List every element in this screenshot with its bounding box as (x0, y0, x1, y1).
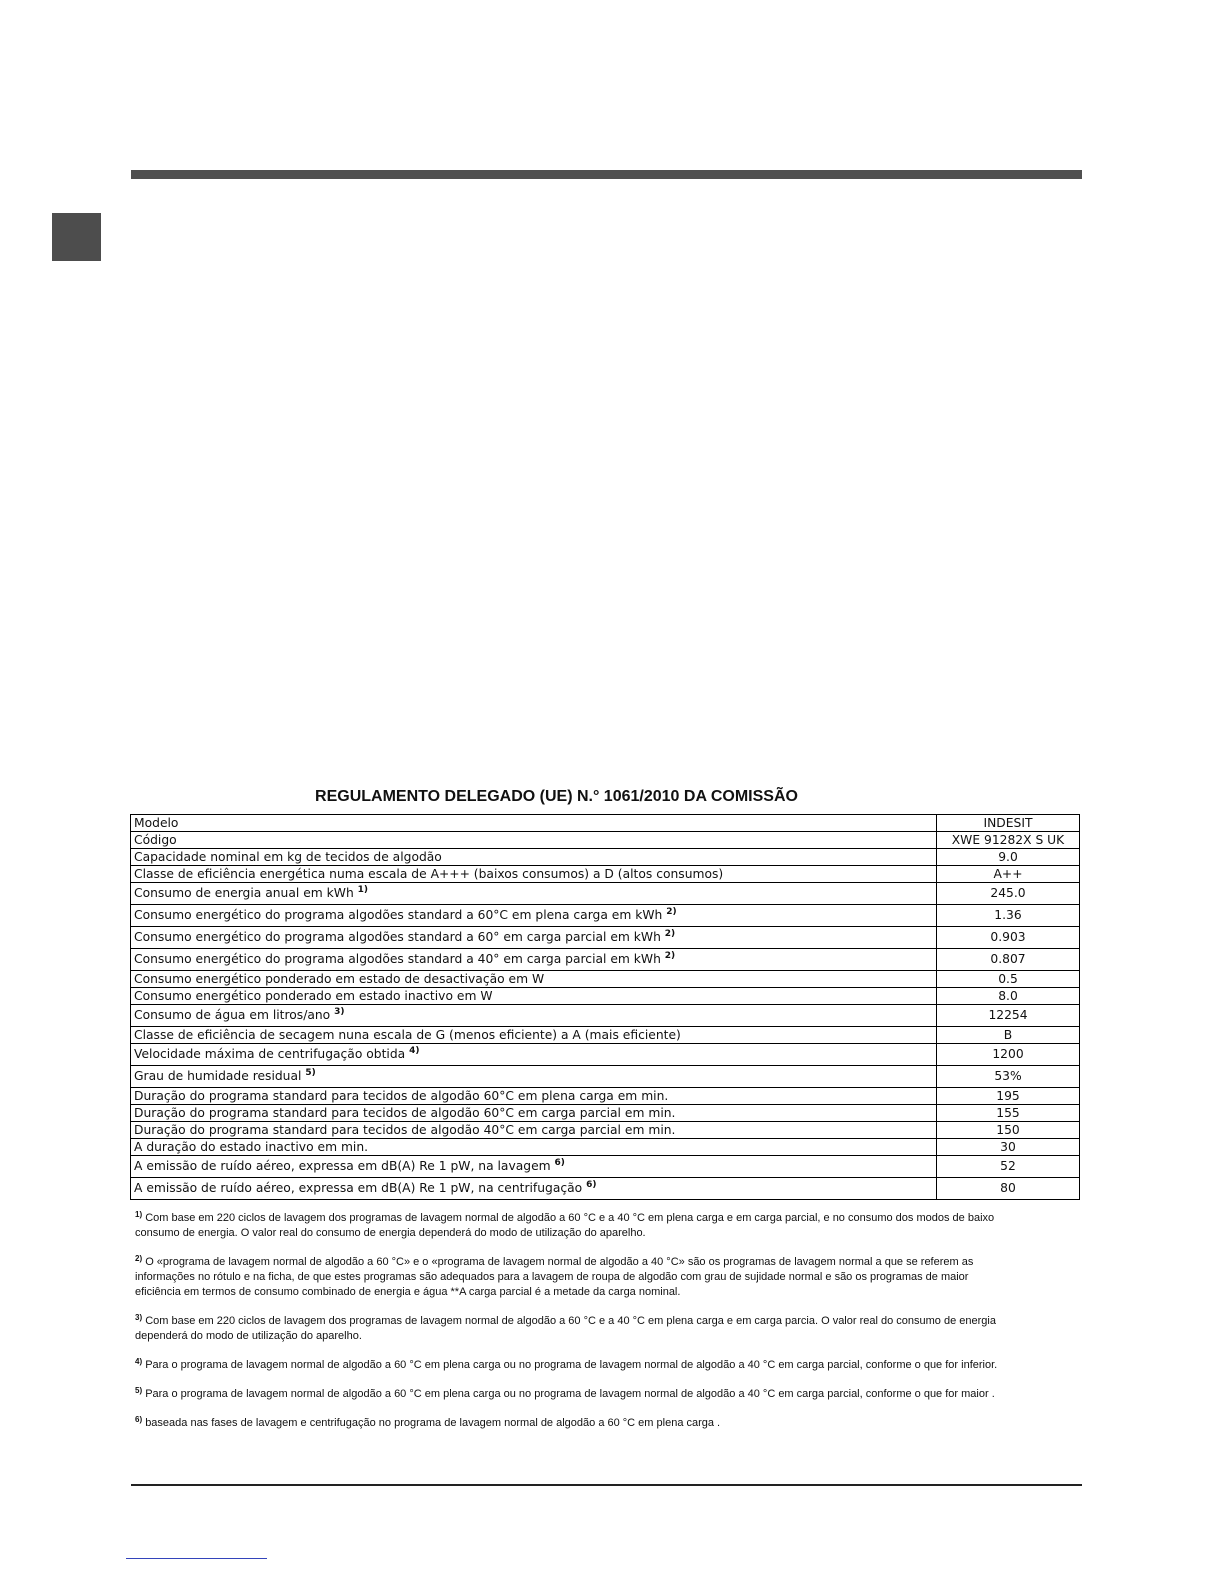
table-row (131, 866, 1080, 883)
footnote-text: Com base em 220 ciclos de lavagem dos programas de lavagem normal de algodão a 60 °C e a 40 °C em plena carga e em carga parcia. O valor real do consumo de energia (145, 1315, 996, 1327)
footnote-ref: 4) (409, 1046, 420, 1056)
row-label-text: Classe de eficiência de secagem nuna escala de G (menos eficiente) a A (mais eficiente) (134, 1028, 681, 1042)
row-label-text: Consumo energético do programa algodões standard a 40° em carga parcial em kWh (134, 952, 661, 966)
row-label (131, 832, 937, 849)
table-row (131, 1122, 1080, 1139)
table-row (131, 1178, 1080, 1200)
row-label-text: Código (134, 833, 177, 847)
footnote-ref: 1) (357, 885, 369, 895)
row-label-text: Grau de humidade residual (134, 1069, 302, 1083)
table-row (131, 1027, 1080, 1044)
footnote-text: eficiência em termos de consumo combinado de energia e água **A carga parcial é a metade da carga nominal. (135, 1286, 681, 1298)
footnote-ref: 2) (666, 907, 677, 917)
row-label (131, 1105, 937, 1122)
footnote-text: informações no rótulo e na ficha, de que estes programas são adequados para a lavagem de roupa de algodão com grau de sujidade normal e são os programas de maior (135, 1271, 969, 1283)
row-value: 245.0 (937, 883, 1080, 905)
row-value: 53% (937, 1066, 1080, 1088)
row-label (131, 1122, 937, 1139)
footnotes (135, 1211, 1070, 1445)
row-label (131, 971, 937, 988)
row-value: B (937, 1027, 1080, 1044)
table-row (131, 971, 1080, 988)
row-value: 1200 (937, 1044, 1080, 1066)
row-label (131, 949, 937, 971)
table-row (131, 988, 1080, 1005)
table-row (131, 832, 1080, 849)
row-label-text: A emissão de ruído aéreo, expressa em dB(A) Re 1 pW, na centrifugação (134, 1181, 583, 1195)
row-label-text: A emissão de ruído aéreo, expressa em dB(A) Re 1 pW, na lavagem (134, 1159, 551, 1173)
row-label (131, 988, 937, 1005)
row-value: 30 (937, 1139, 1080, 1156)
footnote-mark: 2) (135, 1254, 143, 1263)
link-underline (126, 1558, 267, 1559)
regulation-title: REGULAMENTO DELEGADO (UE) N.° 1061/2010 DA COMISSÃO (315, 788, 798, 805)
row-label (131, 905, 937, 927)
table-row (131, 1088, 1080, 1105)
footnote-text: O «programa de lavagem normal de algodão a 60 °C» e o «programa de lavagem normal de algodão a 40 °C» são os programas de lavagem normal a que se referem as (145, 1256, 974, 1268)
energy-data-table-body (131, 815, 1080, 1200)
footnote-mark: 5) (135, 1386, 143, 1395)
table-row (131, 1105, 1080, 1122)
row-value: 150 (937, 1122, 1080, 1139)
row-label (131, 1178, 937, 1200)
row-label-text: Consumo energético do programa algodões standard a 60° em carga parcial em kWh (134, 930, 661, 944)
footnote (135, 1255, 1070, 1300)
row-value: 195 (937, 1088, 1080, 1105)
row-value: 52 (937, 1156, 1080, 1178)
footnote-text: consumo de energia. O valor real do consumo de energia dependerá do modo de utilização do aparelho. (135, 1227, 646, 1239)
row-label (131, 1088, 937, 1105)
footnote (135, 1314, 1070, 1344)
row-value: 8.0 (937, 988, 1080, 1005)
footnote-text: Para o programa de lavagem normal de algodão a 60 °C em plena carga ou no programa de lavagem normal de algodão a 40 °C em carga parcial, conforme o que for maior . (145, 1388, 995, 1400)
footnote (135, 1416, 1070, 1431)
table-row (131, 949, 1080, 971)
table-row (131, 927, 1080, 949)
row-label (131, 1005, 937, 1027)
row-value: 0.903 (937, 927, 1080, 949)
row-label (131, 866, 937, 883)
row-label-text: Capacidade nominal em kg de tecidos de algodão (134, 850, 442, 864)
table-row (131, 1005, 1080, 1027)
row-label-text: Consumo de energia anual em kWh (134, 886, 354, 900)
row-value: 155 (937, 1105, 1080, 1122)
row-label-text: Duração do programa standard para tecidos de algodão 40°C em carga parcial em min. (134, 1123, 676, 1137)
row-label-text: Classe de eficiência energética numa escala de A+++ (baixos consumos) a D (altos consumos) (134, 867, 724, 881)
section-marker (52, 213, 101, 261)
row-label-text: Modelo (134, 816, 179, 830)
header-rule (131, 170, 1082, 179)
table-row (131, 815, 1080, 832)
footnote (135, 1387, 1070, 1402)
row-label (131, 927, 937, 949)
row-label (131, 883, 937, 905)
row-label (131, 1027, 937, 1044)
row-label-text: Consumo de água em litros/ano (134, 1008, 331, 1022)
row-label-text: Velocidade máxima de centrifugação obtida (134, 1047, 406, 1061)
energy-data-table (130, 814, 1080, 1200)
footnote-text: baseada nas fases de lavagem e centrifugação no programa de lavagem normal de algodão a 60 °C em plena carga . (145, 1417, 721, 1429)
row-label (131, 815, 937, 832)
row-value: A++ (937, 866, 1080, 883)
footnote-mark: 4) (135, 1357, 143, 1366)
row-label (131, 849, 937, 866)
footnote-ref: 2) (664, 929, 676, 939)
footnote-ref: 6) (586, 1180, 597, 1190)
footer-rule (131, 1484, 1082, 1486)
table-row (131, 849, 1080, 866)
row-label-text: Consumo energético do programa algodões standard a 60°C em plena carga em kWh (134, 908, 663, 922)
row-label (131, 1139, 937, 1156)
footnote-text: Para o programa de lavagem normal de algodão a 60 °C em plena carga ou no programa de lavagem normal de algodão a 40 °C em carga parcial, conforme o que for inferior. (145, 1359, 998, 1371)
footnote-text: dependerá do modo de utilização do aparelho. (135, 1330, 362, 1342)
row-label-text: Consumo energético ponderado em estado inactivo em W (134, 989, 493, 1003)
row-value: 9.0 (937, 849, 1080, 866)
row-label-text: Duração do programa standard para tecidos de algodão 60°C em carga parcial em min. (134, 1106, 676, 1120)
footnote-ref: 3) (334, 1007, 345, 1017)
row-value: 12254 (937, 1005, 1080, 1027)
table-row (131, 1156, 1080, 1178)
footnote-mark: 1) (135, 1210, 143, 1219)
table-row (131, 1139, 1080, 1156)
footnote-mark: 6) (135, 1415, 143, 1424)
row-value: 80 (937, 1178, 1080, 1200)
row-label-text: Consumo energético ponderado em estado de desactivação em W (134, 972, 545, 986)
footnote (135, 1358, 1070, 1373)
footnote-ref: 2) (664, 951, 676, 961)
row-value: XWE 91282X S UK (937, 832, 1080, 849)
row-label (131, 1156, 937, 1178)
table-row (131, 1066, 1080, 1088)
footnote-ref: 5) (305, 1068, 316, 1078)
row-label-text: A duração do estado inactivo em min. (134, 1140, 369, 1154)
row-label (131, 1044, 937, 1066)
footnote (135, 1211, 1070, 1241)
row-value: 0.5 (937, 971, 1080, 988)
table-row (131, 883, 1080, 905)
row-value: 0.807 (937, 949, 1080, 971)
row-value: INDESIT (937, 815, 1080, 832)
footnote-ref: 6) (554, 1158, 565, 1168)
row-label (131, 1066, 937, 1088)
row-label-text: Duração do programa standard para tecidos de algodão 60°C em plena carga em min. (134, 1089, 669, 1103)
table-row (131, 1044, 1080, 1066)
footnote-text: Com base em 220 ciclos de lavagem dos programas de lavagem normal de algodão a 60 °C e a 40 °C em plena carga e em carga parcial, e no consumo dos modos de baixo (145, 1212, 995, 1224)
footnote-mark: 3) (135, 1313, 143, 1322)
row-value: 1.36 (937, 905, 1080, 927)
table-row (131, 905, 1080, 927)
